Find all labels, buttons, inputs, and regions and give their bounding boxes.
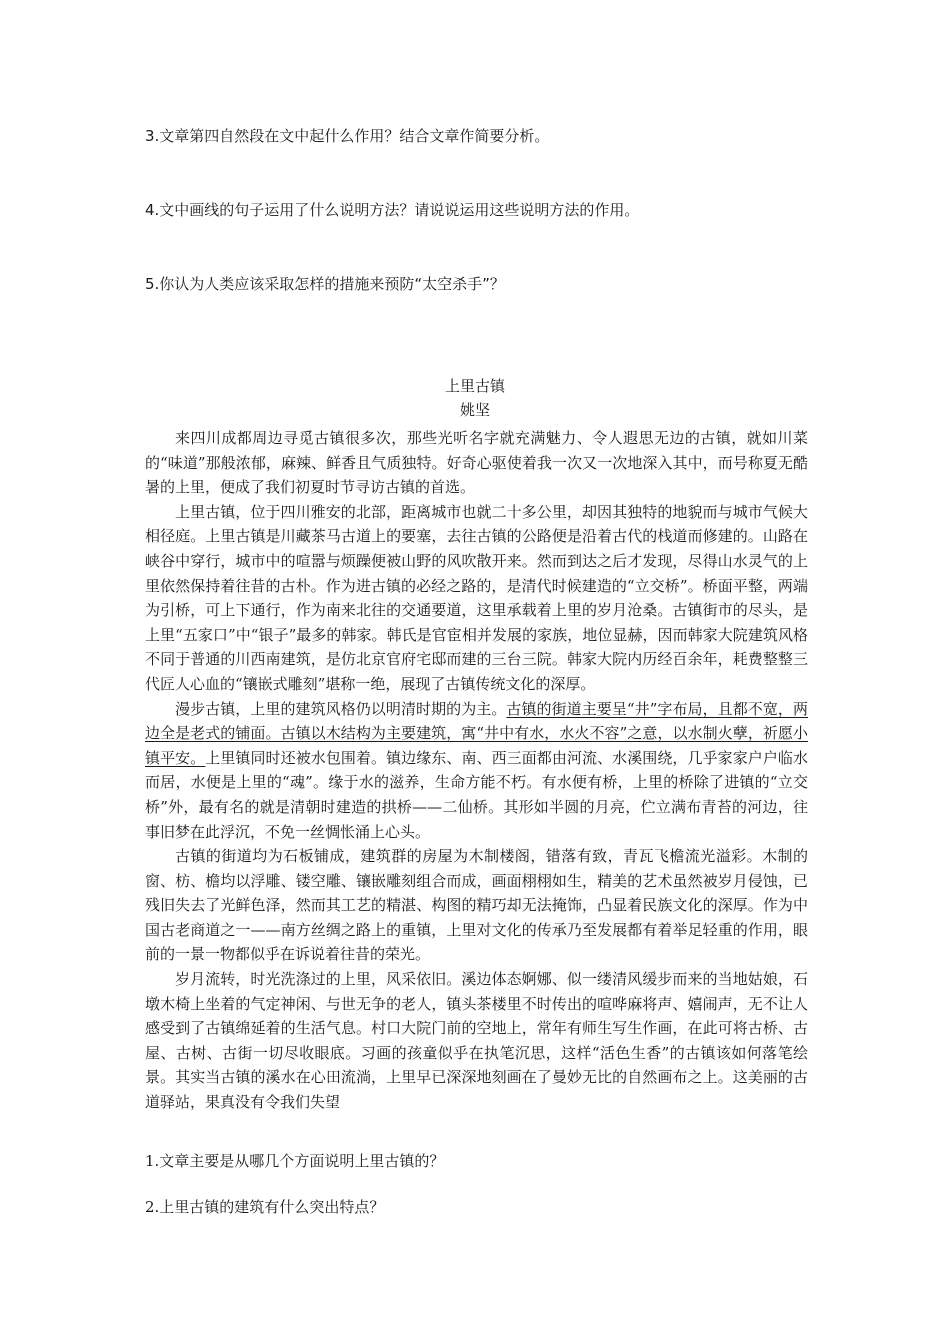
paragraph-4: 古镇的街道均为石板铺成，建筑群的房屋为木制楼阁，错落有致，青瓦飞檐流光溢彩。木制的窗、枋、檐均以浮雕、镂空雕、镶嵌雕刻组合而成，画面栩栩如生，精美的艺术虽然被岁月侵蚀，已残旧失去了光鲜色泽，然而其工艺的精湛、构图的精巧却无法掩饰，凸显着民族文化的深厚。作为中国古老商道之一——南方丝绸之路上的重镇，上里对文化的传承乃至发展都有着举足轻重的作用，眼前的一景一物都似乎在诉说着往昔的荣光。 [145, 847, 808, 964]
question-4: 4.文中画线的句子运用了什么说明方法？请说说运用这些说明方法的作用。 [145, 201, 640, 219]
paragraph-3 [145, 697, 808, 845]
article-title: 上里古镇 [444, 377, 505, 395]
paragraph-5: 岁月流转，时光洗涤过的上里，风采依旧。溪边体态婀娜、似一缕清风缓步而来的当地姑娘，石墩木椅上坐着的气定神闲、与世无争的老人，镇头茶楼里不时传出的喧哗麻将声、嬉闹声，无不让人感受到了古镇绵延着的生活气息。村口大院门前的空地上，常年有师生写生作画，在此可将古桥、古屋、古树、古街一切尽收眼底。习画的孩童似乎在执笔沉思，这样“活色生香”的古镇该如何落笔绘景。其实当古镇的溪水在心田流淌，上里早已深深地刻画在了曼妙无比的自然画布之上。这美丽的古道驿站，果真没有令我们失望 [145, 970, 808, 1112]
underlined-sentence: 古镇的街道主要呈“井”字布局，且都不宽，两边全是老式的铺面。古镇以木结构为主要建筑，寓“井中有水，水火不容”之意，以水制火孽，祈愿小镇平安。 [145, 699, 808, 767]
paragraph-2: 上里古镇，位于四川雅安的北部，距离城市也就二十多公里，却因其独特的地貌而与城市气候大相径庭。上里古镇是川藏茶马古道上的要塞，去往古镇的公路便是沿着古代的栈道而修建的。山路在峡谷中穿行，城市中的喧嚣与烦躁便被山野的风吹散开来。然而到达之后才发现，尽得山水灵气的上里依然保持着往昔的古朴。作为进古镇的必经之路的，是清代时候建造的“立交桥”。桥面平整，两端为引桥，可上下通行，作为南来北往的交通要道，这里承载着上里的岁月沧桑。古镇街市的尽头，是上里“五家口”中“银子”最多的韩家。韩氏是官宦相并发展的家族，地位显赫，因而韩家大院建筑风格不同于普通的川西南建筑，是仿北京官府宅邸而建的三台三院。韩家大院内历经百余年，耗费整整三代匠人心血的“镶嵌式雕刻”堪称一绝，展现了古镇传统文化的深厚。 [145, 502, 808, 693]
question-5: 5.你认为人类应该采取怎样的措施来预防“太空杀手”？ [145, 275, 505, 293]
article-author: 姚坚 [459, 401, 490, 419]
paragraph-3-rest: 上里镇同时还被水包围着。镇边缘东、南、西三面都由河流、水溪围绕，几乎家家户户临水而居，水便是上里的“魂”。缘于水的滋养，生命方能不朽。有水便有桥，上里的桥除了进镇的“立交桥”外，最有名的就是清朝时建造的拱桥——二仙桥。其形如半圆的月亮，伫立满布青苔的河边，往事旧梦在此浮沉，不免一丝惆怅涌上心头。 [145, 748, 808, 841]
question-2: 2.上里古镇的建筑有什么突出特点？ [145, 1198, 385, 1216]
paragraph-1: 来四川成都周边寻觅古镇很多次，那些光听名字就充满魅力、令人遐思无边的古镇，就如川菜的“味道”那般浓郁，麻辣、鲜香且气质独特。好奇心驱使着我一次又一次地深入其中，而号称夏无酷暑的上里，便成了我们初夏时节寻访古镇的首选。 [145, 429, 808, 497]
paragraph-3-intro: 漫步古镇，上里的建筑风格仍以明清时期的为主。 [175, 699, 507, 718]
question-1: 1.文章主要是从哪几个方面说明上里古镇的？ [145, 1152, 445, 1170]
question-3: 3.文章第四自然段在文中起什么作用？结合文章作简要分析。 [145, 127, 550, 145]
article-body [145, 426, 808, 1115]
